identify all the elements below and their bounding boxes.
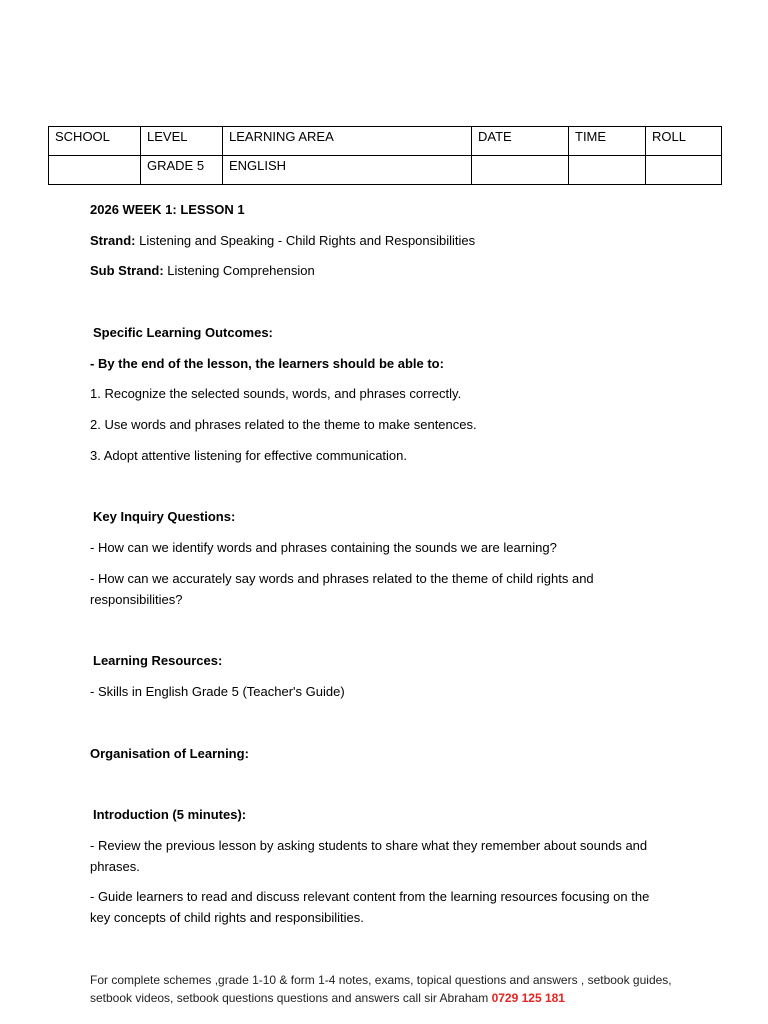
inquiry-item: - How can we accurately say words and phrases related to the theme of child rights and responsibilities?	[90, 571, 594, 607]
introduction-item: - Review the previous lesson by asking students to share what they remember about sounds and phrases.	[90, 838, 648, 874]
value-learning-area: ENGLISH	[223, 156, 472, 185]
outcome-item: 1. Recognize the selected sounds, words, and phrases correctly.	[90, 386, 462, 401]
value-level: GRADE 5	[141, 156, 223, 185]
strand-value: Listening and Speaking - Child Rights and Responsibilities	[135, 233, 476, 248]
inquiry-heading: Key Inquiry Questions:	[93, 509, 236, 524]
outcome-item: 2. Use words and phrases related to the theme to make sentences.	[90, 417, 477, 432]
introduction-heading: Introduction (5 minutes):	[93, 807, 247, 822]
strand-line	[90, 230, 475, 251]
promo-footer	[90, 971, 710, 1007]
col-level: LEVEL	[141, 127, 223, 156]
inquiry-item: - How can we identify words and phrases containing the sounds we are learning?	[90, 540, 557, 555]
value-school	[49, 156, 141, 185]
col-date: DATE	[472, 127, 569, 156]
contact-phone: 0729 125 181	[491, 991, 565, 1005]
value-time	[569, 156, 646, 185]
strand-label: Strand:	[90, 233, 136, 248]
value-row	[49, 156, 722, 185]
header-row	[49, 127, 722, 156]
value-roll	[646, 156, 722, 185]
col-learning-area: LEARNING AREA	[223, 127, 472, 156]
value-date	[472, 156, 569, 185]
promo-text: For complete schemes ,grade 1-10 & form 1-4 notes, exams, topical questions and answers , setbook guides, setbook videos, setbook questions questions and answers call sir Abraham	[90, 973, 672, 1005]
resources-heading: Learning Resources:	[93, 653, 223, 668]
resource-item: - Skills in English Grade 5 (Teacher's Guide)	[90, 684, 345, 699]
sub-strand-line	[90, 260, 315, 281]
lesson-title: 2026 WEEK 1: LESSON 1	[90, 202, 245, 217]
outcomes-heading: Specific Learning Outcomes:	[93, 325, 273, 340]
outcomes-intro: - By the end of the lesson, the learners should be able to:	[90, 356, 444, 371]
sub-strand-value: Listening Comprehension	[163, 263, 315, 278]
lesson-header-table	[48, 126, 722, 185]
col-time: TIME	[569, 127, 646, 156]
col-roll: ROLL	[646, 127, 722, 156]
outcome-item: 3. Adopt attentive listening for effective communication.	[90, 448, 407, 463]
sub-strand-label: Sub Strand:	[90, 263, 164, 278]
introduction-item: - Guide learners to read and discuss relevant content from the learning resources focusing on the key concepts of child rights and responsibilities.	[90, 889, 650, 925]
col-school: SCHOOL	[49, 127, 141, 156]
organisation-heading: Organisation of Learning:	[90, 746, 249, 761]
